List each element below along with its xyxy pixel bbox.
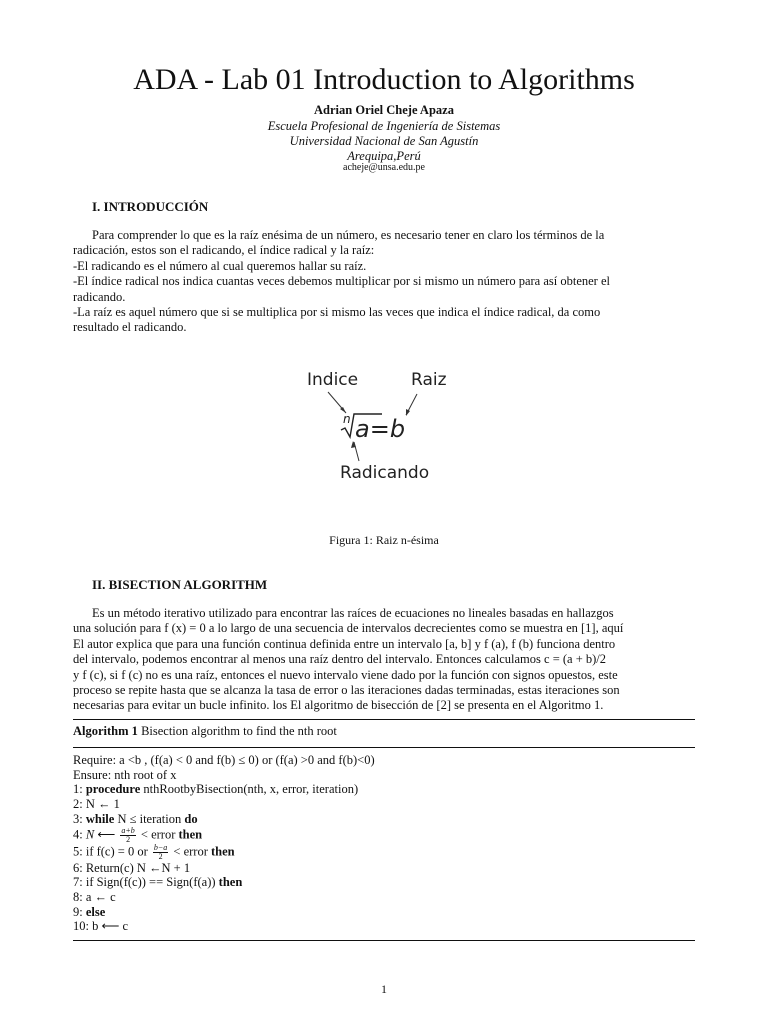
line-number: 9: [73,904,83,919]
intro-line: -El índice radical nos indica cuantas veces debemos multiplicar por si mismo un número para así obtener el [73,274,610,289]
figure-index-symbol: n [343,412,351,426]
fraction-numerator: a+b [121,825,135,835]
line-number: 3: [73,811,83,826]
figure-label-indice: Indice [307,370,359,390]
algorithm-line-9 [73,905,695,920]
bisection-line: del intervalo, podemos encontrar al menos una raíz dentro del intervalo. Entonces calculamos c = (a + b)/2 [73,652,607,667]
author-email: acheje@unsa.edu.pe [343,162,425,173]
figure-caption: Figura 1: Raiz n-ésima [329,533,439,547]
intro-line: radicando. [73,289,126,304]
affiliation-location: Arequipa,Perú [347,149,421,163]
line-text: 5: if f(c) = 0 or [73,843,148,858]
algorithm-bottom-rule [73,940,695,941]
keyword-then: then [210,843,235,858]
algorithm-caption-rule [73,747,695,748]
affiliation-university: Universidad Nacional de San Agustín [289,134,479,148]
intro-line: Para comprender lo que es la raíz enésima de un número, es necesario tener en claro los términos de la [92,228,605,242]
intro-line: -El radicando es el número al cual queremos hallar su raíz. [73,258,367,273]
line-text: < error [173,843,208,858]
fraction-b-minus-a [153,844,168,861]
keyword-else: else [85,904,106,919]
figure-label-raiz: Raiz [411,370,447,390]
algorithm-line-3 [73,812,695,827]
section-heading-introduccion: I. INTRODUCCIÓN [92,199,209,214]
fraction-denominator: 2 [158,851,163,861]
line-text: nthRootbyBisection(nth, x, error, iteration) [143,782,359,797]
author-name: Adrian Oriel Cheje Apaza [314,103,454,117]
keyword-do: do [184,811,198,826]
arrow-to-root-head [406,409,410,416]
intro-paragraph [73,228,695,336]
algorithm-line-5 [73,844,695,861]
algorithm-ensure: Ensure: nth root of x [73,767,177,782]
algorithm-line-7 [73,875,695,890]
bisection-line: una solución para f (x) = 0 a lo largo de una secuencia de intervalos decrecientes como se muestra en [1], aquí [73,621,624,636]
intro-line: -La raíz es aquel número que si se multiplica por si mismo las veces que indica el índice radical, da como [73,305,601,320]
affiliation-school: Escuela Profesional de Ingeniería de Sistemas [267,119,501,133]
algorithm-line-1 [73,782,695,797]
algorithm-line-6: 6: Return(c) N ←N + 1 [73,860,191,875]
algorithm-line-10: 10: b ⟵ c [73,919,129,934]
algorithm-line-2: 2: N ← 1 [73,797,120,812]
algorithm-line-4 [73,827,695,844]
bisection-line: necesarias para evitar un bucle infinito. los El algoritmo de bisección de [2] se presenta en el Algoritmo 1. [73,698,604,713]
document-title: ADA - Lab 01 Introduction to Algorithms [133,63,635,96]
fraction-a-plus-b [120,827,135,844]
line-text: N ≤ iteration [117,811,182,826]
bisection-line: y f (c), si f (c) no es una raíz, entonces el nuevo intervalo viene dado por la función con signos opuestos, este [73,667,618,682]
bisection-line: Es un método iterativo utilizado para encontrar las raíces de ecuaciones no lineales basadas en hallazgos [92,606,614,620]
algorithm-line-8: 8: a ← c [73,889,116,904]
page-number: 1 [381,982,387,996]
algorithm-require: Require: a <b , (f(a) < 0 and f(b) ≤ 0) or (f(a) >0 and f(b)<0) [73,753,375,767]
keyword-then: then [178,826,203,841]
line-text: 7: if Sign(f(c)) == Sign(f(a)) [73,875,216,890]
line-text: < error [140,826,176,841]
algorithm-title: Bisection algorithm to find the nth root [141,724,337,738]
section-heading-bisection: II. BISECTION ALGORITHM [92,577,268,592]
keyword-procedure: procedure [85,782,141,797]
fraction-numerator: b−a [153,842,168,852]
intro-line: resultado el radicando. [73,320,187,335]
algorithm-body [73,753,695,934]
variable-n: N [85,826,95,841]
line-number: 4: [73,826,83,841]
figure-expression: a=b [355,415,406,443]
keyword-while: while [85,811,115,826]
algorithm-top-rule [73,719,695,720]
figure-label-radicando: Radicando [340,463,430,483]
algorithm-label: Algorithm 1 [73,724,138,738]
fraction-denominator: 2 [126,834,131,844]
bisection-line: El autor explica que para una función continua definida entre un intervalo [a, b] y f (a), f (b) funciona dentro [73,636,616,651]
line-number: 1: [73,782,83,797]
bisection-paragraph [73,606,695,714]
bisection-line: proceso se repite hasta que se alcanza la tasa de error o las iteraciones dadas terminadas, estas iteraciones son [73,683,620,698]
long-left-arrow: ⟵ [97,826,116,841]
intro-line: radicación, estos son el radicando, el índice radical y la raíz: [73,243,375,258]
keyword-then: then [218,875,243,890]
algorithm-caption [73,724,337,739]
nth-root-figure [290,358,460,488]
